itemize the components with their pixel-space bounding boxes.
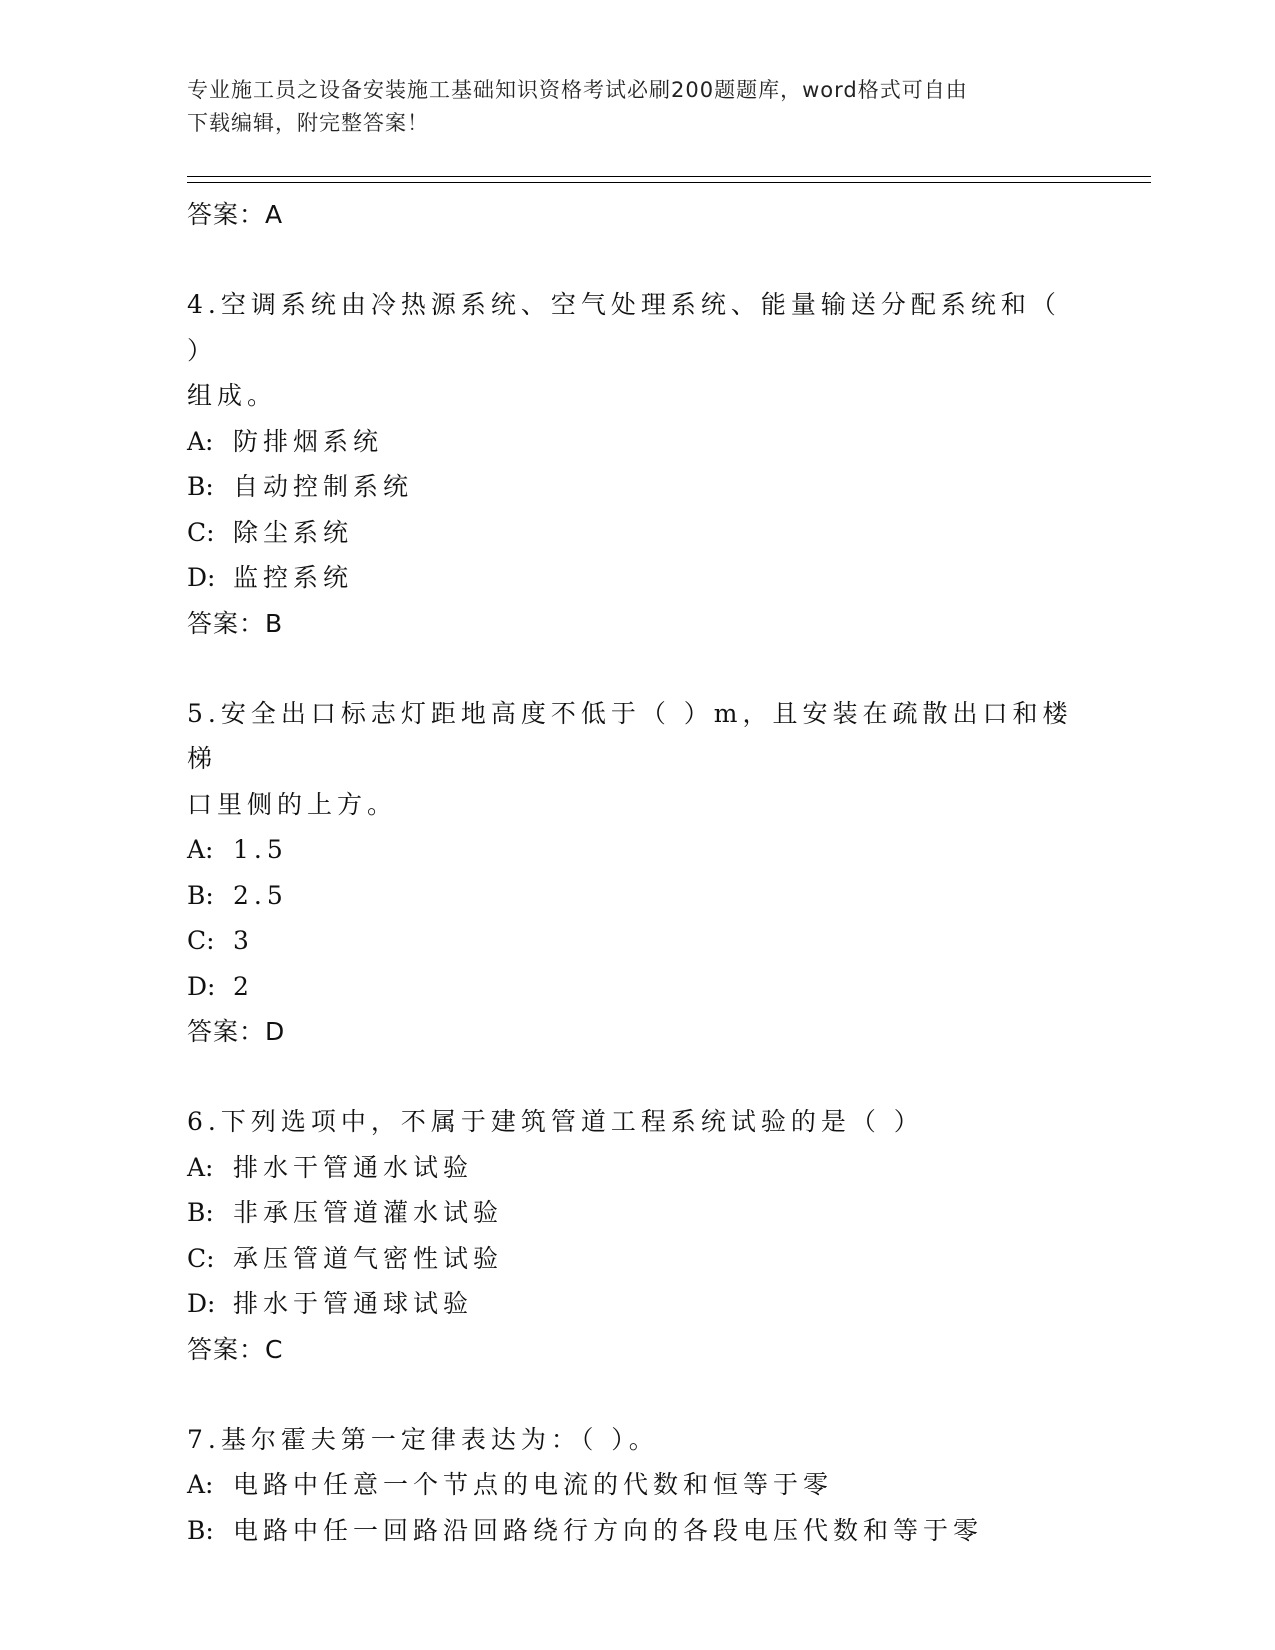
header-rule-top <box>187 176 1151 177</box>
option-text: 1.5 <box>233 835 288 864</box>
option-a <box>187 419 1087 465</box>
question-4 <box>187 282 1087 647</box>
option-d <box>187 1281 1087 1327</box>
option-a <box>187 827 1087 873</box>
option-key: A: <box>187 1470 214 1499</box>
option-key: D: <box>187 563 216 592</box>
option-text: 2.5 <box>233 880 288 910</box>
question-text: 6.下列选项中，不属于建筑管道工程系统试验的是（ ） <box>187 1107 924 1136</box>
option-key: C: <box>187 926 215 955</box>
option-text: 除尘系统 <box>233 517 354 547</box>
option-key: B: <box>187 1515 214 1545</box>
option-key: B: <box>187 880 214 910</box>
option-d <box>187 964 1087 1010</box>
option-text: 非承压管道灌水试验 <box>233 1198 504 1227</box>
header-line-2: 下载编辑，附完整答案！ <box>187 111 429 135</box>
option-text: 监控系统 <box>233 563 354 592</box>
document-header <box>187 74 1067 140</box>
option-key: A: <box>187 426 214 456</box>
option-a <box>187 1462 1087 1508</box>
option-text: 防排烟系统 <box>233 426 384 456</box>
option-key: D: <box>187 1289 216 1318</box>
option-key: C: <box>187 1243 215 1273</box>
option-b <box>187 1508 1087 1554</box>
answer-line: 答案：D <box>187 1017 286 1046</box>
option-b <box>187 1190 1087 1236</box>
option-text: 3 <box>233 926 254 955</box>
option-d <box>187 555 1087 601</box>
option-key: B: <box>187 472 214 501</box>
option-key: D: <box>187 971 216 1001</box>
option-text: 排水干管通水试验 <box>233 1152 474 1182</box>
option-key: B: <box>187 1198 214 1227</box>
option-b <box>187 873 1087 919</box>
option-c <box>187 510 1087 556</box>
option-c <box>187 918 1087 964</box>
option-key: A: <box>187 835 214 864</box>
question-7 <box>187 1417 1087 1554</box>
question-5 <box>187 691 1087 1056</box>
question-text: 5.安全出口标志灯距地高度不低于（ ）m，且安装在疏散出口和楼梯 <box>187 698 1073 773</box>
question-6 <box>187 1099 1087 1373</box>
question-text: 7.基尔霍夫第一定律表达为：（ ）。 <box>187 1424 659 1454</box>
question-text-continued: 组成。 <box>187 381 278 410</box>
option-key: A: <box>187 1152 214 1182</box>
option-text: 自动控制系统 <box>233 472 414 501</box>
question-list <box>187 192 1087 1553</box>
answer-line: 答案：B <box>187 608 284 638</box>
option-text: 承压管道气密性试验 <box>233 1243 504 1273</box>
header-rule-bottom <box>187 182 1151 183</box>
option-c <box>187 1236 1087 1282</box>
option-text: 2 <box>233 971 254 1001</box>
option-text: 电路中任一回路沿回路绕行方向的各段电压代数和等于零 <box>233 1515 984 1545</box>
previous-answer: 答案：A <box>187 200 284 229</box>
header-line-1: 专业施工员之设备安装施工基础知识资格考试必刷200题题库，word格式可自由 <box>187 78 968 102</box>
option-key: C: <box>187 517 215 547</box>
answer-line: 答案：C <box>187 1334 284 1364</box>
option-b <box>187 464 1087 510</box>
option-a <box>187 1145 1087 1191</box>
question-text-continued: 口里侧的上方。 <box>187 789 398 819</box>
option-text: 排水于管通球试验 <box>233 1289 474 1318</box>
option-text: 电路中任意一个节点的电流的代数和恒等于零 <box>233 1470 834 1499</box>
question-text: 4.空调系统由冷热源系统、空气处理系统、能量输送分配系统和（ ） <box>187 290 1061 365</box>
